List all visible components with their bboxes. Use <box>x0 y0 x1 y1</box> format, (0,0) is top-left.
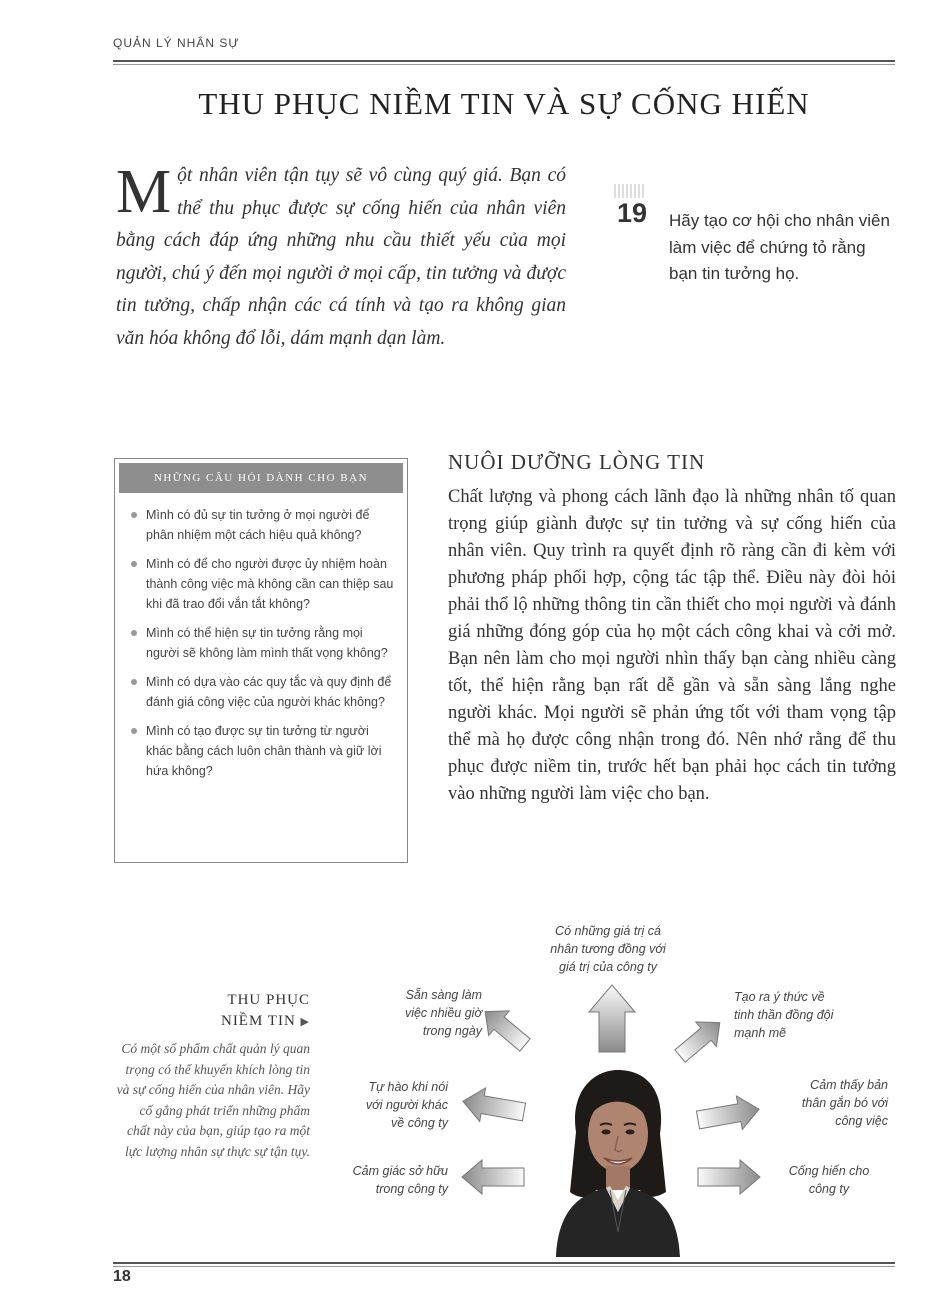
sidebar-title-line: NIỀM TIN <box>220 1013 296 1029</box>
question-text: Mình có thể hiện sự tin tưởng rằng mọi người sẽ không làm mình thất vọng không? <box>146 626 388 660</box>
page-number: 18 <box>113 1268 131 1285</box>
arrow-low-right-icon <box>698 1160 760 1194</box>
drop-cap: M <box>116 158 172 226</box>
employee-photo <box>548 1062 688 1257</box>
arrow-up-icon <box>589 985 635 1052</box>
label-low-right: Cống hiến cho công ty <box>788 1164 870 1196</box>
arrow-low-left-icon <box>462 1160 524 1194</box>
tip-text: Hãy tạo cơ hội cho nhân viên làm việc để chứng tỏ rằng bạn tin tưởng họ. <box>669 211 890 283</box>
question-text: Mình có đủ sự tin tưởng ở mọi người để phân nhiệm một cách hiệu quả không? <box>146 508 370 542</box>
section-body: Chất lượng và phong cách lãnh đạo là những nhân tố quan trọng giúp giành được sự tin tưởng và sự cống hiến của nhân viên. Quy trình ra quyết định rõ ràng cần đi kèm với phương pháp phối hợp, cộng tác tập thể. Điều này đòi hỏi phải thổ lộ những thông tin cần thiết cho mọi người và đánh giá những đóng góp của họ một cách công khai và cởi mở. Bạn nên làm cho mọi người nhìn thấy bạn càng nhiều càng tốt, thể hiện rằng bạn rất dễ gần và sẵn sàng lắng nghe người khác. Mọi người sẽ phản ứng tốt với tham vọng tập thể mà họ được công nhận trong đó. Nên nhớ rằng để thu phục được niềm tin, trước hết bạn phải học cách tin tưởng vào những người làm việc cho bạn. <box>448 487 896 804</box>
label-mid-left: Tự hào khi nói với người khác về công ty <box>365 1080 448 1130</box>
arrow-upper-right-icon <box>670 1010 730 1068</box>
arrow-mid-right-icon <box>695 1092 762 1136</box>
bottom-rule-thin <box>113 1266 895 1267</box>
label-upper-left: Sẵn sàng làm việc nhiều giờ trong ngày <box>404 988 482 1038</box>
question-text: Mình có dựa vào các quy tắc và quy định để đánh giá công việc của người khác không? <box>146 675 392 709</box>
label-low-left: Cảm giác sở hữu trong công ty <box>352 1164 448 1196</box>
page-title: THU PHỤC NIỀM TIN VÀ SỰ CỐNG HIẾN <box>198 86 810 121</box>
label-top: Có những giá trị cá nhân tương đồng với giá trị của công ty <box>550 924 666 974</box>
label-upper-right: Tạo ra ý thức về tinh thần đồng đội mạnh mẽ <box>734 990 834 1040</box>
label-mid-right: Cảm thấy bản thân gắn bó với công việc <box>801 1078 888 1128</box>
question-text: Mình có tạo được sự tin tưởng từ người khác bằng cách luôn chân thành và giữ lời hứa không? <box>146 724 382 778</box>
intro-text: ột nhân viên tận tụy sẽ vô cùng quý giá. Bạn có thể thu phục được sự cống hiến của nhân viên bằng cách đáp ứng những nhu cầu thiết yếu của mọi người, chú ý đến mọi người ở mọi cấp, tin tưởng và được tin tưởng, chấp nhận các cá tính và tạo ra không gian văn hóa không đổ lỗi, dám mạnh dạn làm. <box>116 165 566 349</box>
arrow-mid-left-icon <box>460 1084 527 1128</box>
running-head: QUẢN LÝ NHÂN SỰ <box>113 36 240 50</box>
sidebar-caption: Có một số phẩm chất quản lý quan trọng có thể khuyến khích lòng tin và sự cống hiến của nhân viên. Hãy cố gắng phát triển những phẩm chất này của bạn, giúp tạo ra một lực lượng nhân sự thực sự tận tụy. <box>116 1041 310 1159</box>
arrow-upper-left-icon <box>475 999 535 1057</box>
section-title: NUÔI DƯỠNG LÒNG TIN <box>448 450 706 474</box>
question-text: Mình có để cho người được ủy nhiệm hoàn thành công việc mà không cần can thiệp sau khi đã trao đổi vắn tắt không? <box>146 557 394 611</box>
triangle-right-icon: ▶ <box>300 1016 310 1028</box>
bottom-rule <box>113 1262 895 1264</box>
tip-number: 19 <box>617 198 648 228</box>
sidebar-title-line: THU PHỤC <box>227 992 310 1008</box>
questions-box-heading: NHỮNG CÂU HỎI DÀNH CHO BẠN <box>119 463 403 493</box>
